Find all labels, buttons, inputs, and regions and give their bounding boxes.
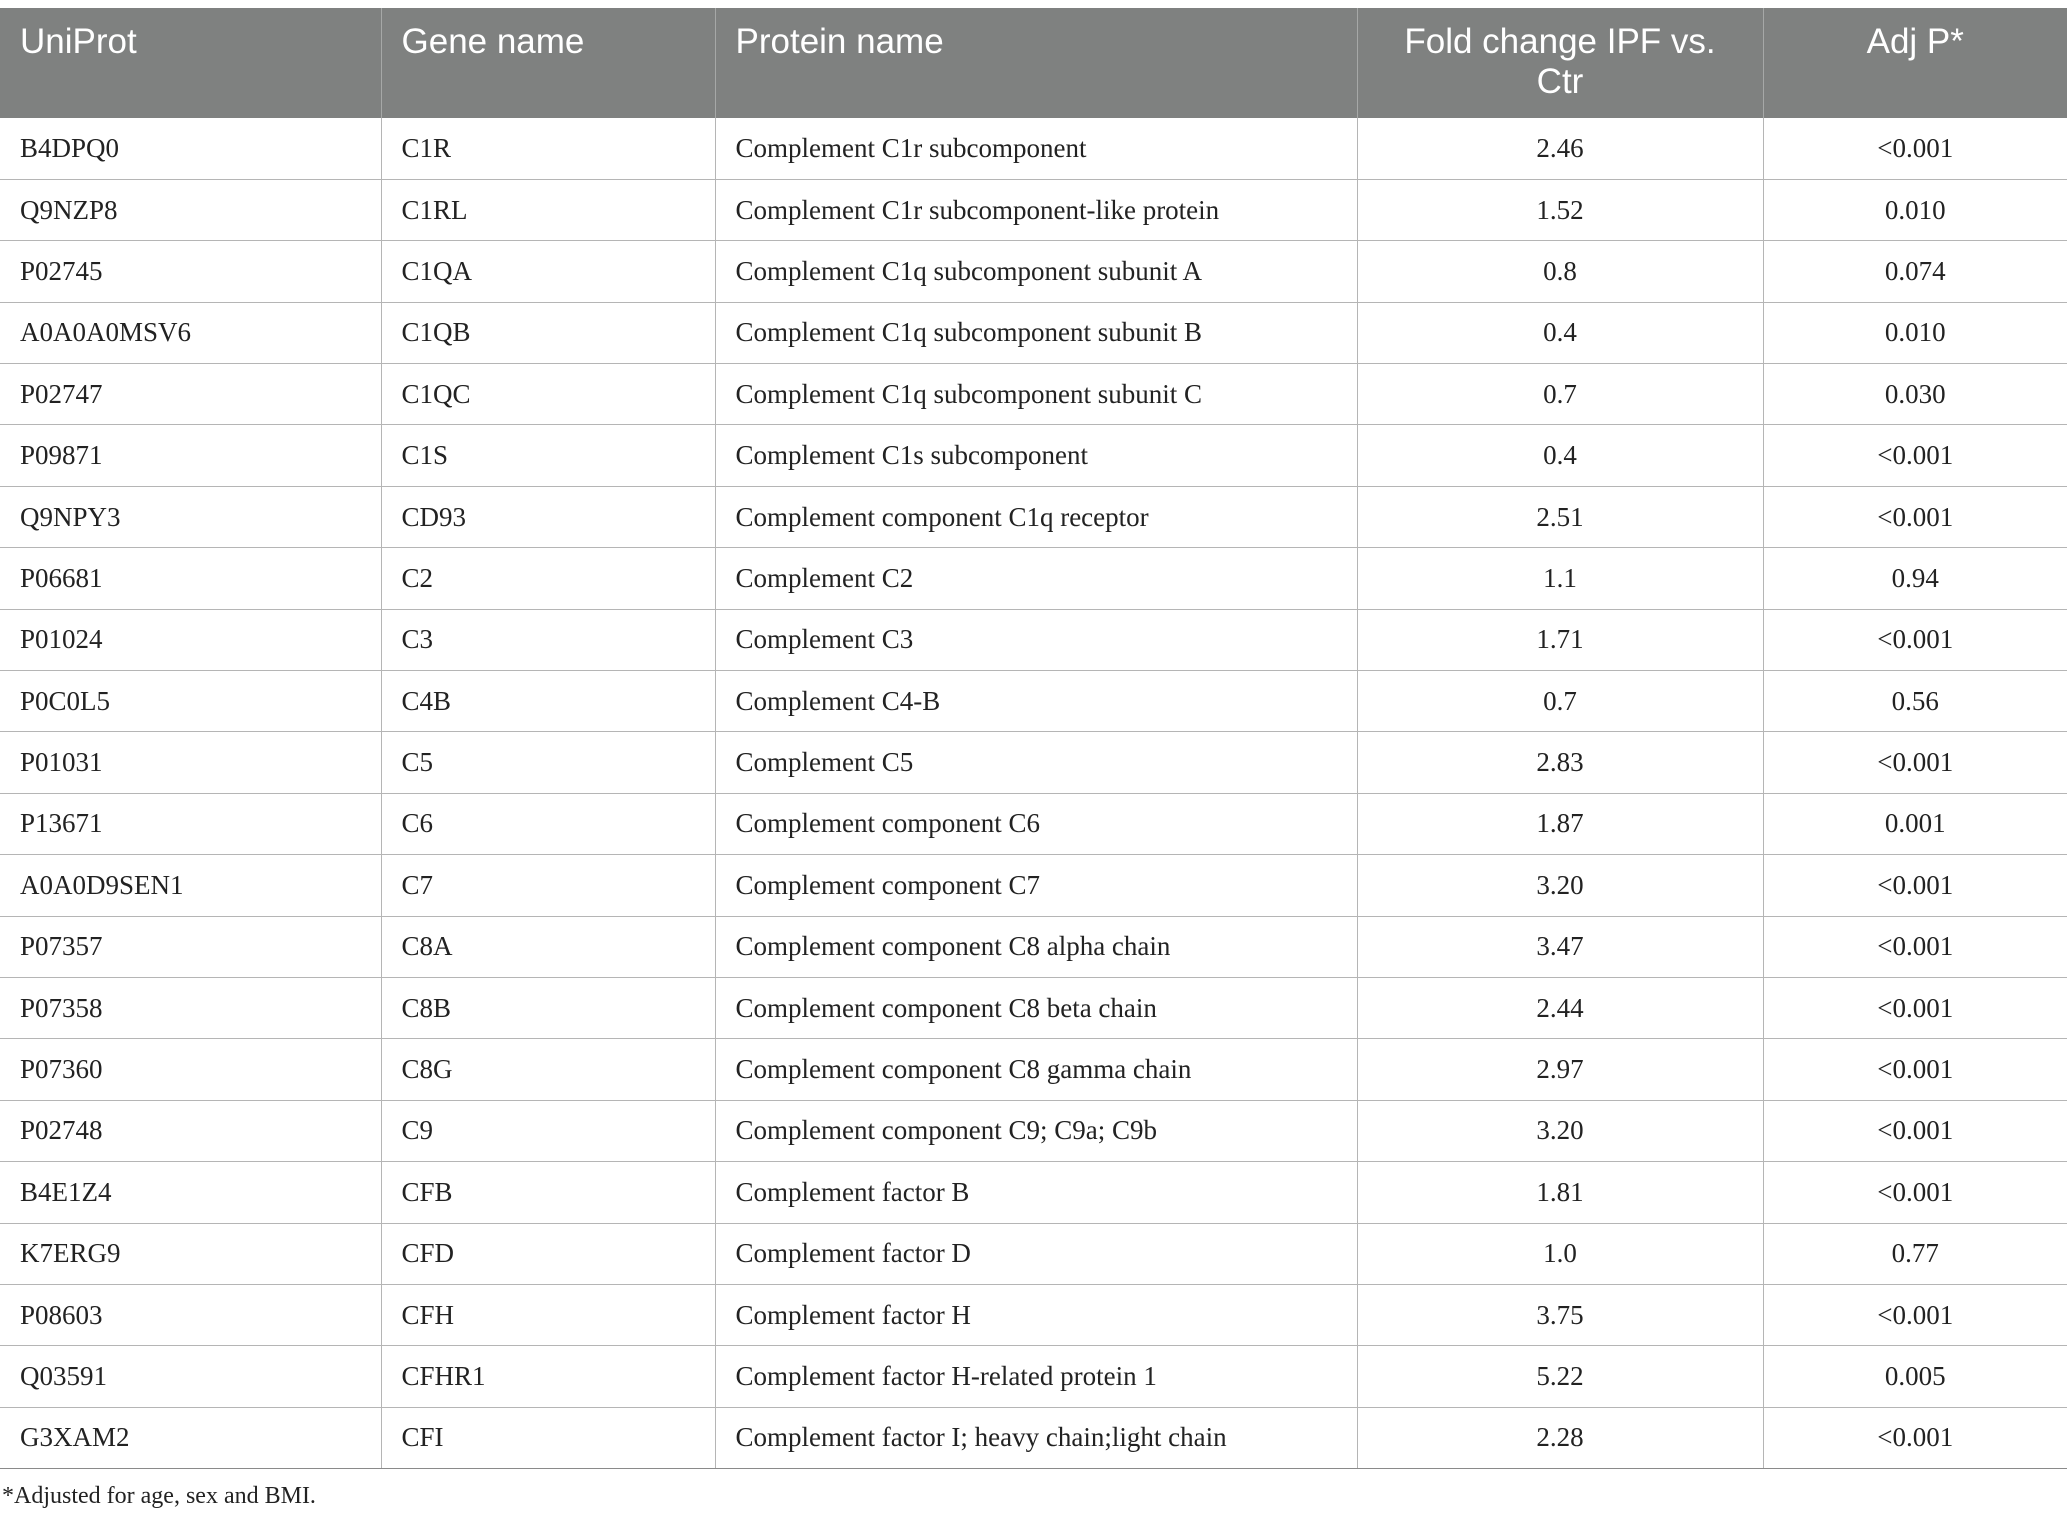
cell-uniprot: K7ERG9 [0, 1223, 381, 1284]
table-row [0, 916, 2067, 977]
cell-adj-p: 0.56 [1763, 671, 2067, 732]
header-fold-change: Fold change IPF vs. Ctr [1357, 8, 1763, 118]
cell-gene-name: CFB [381, 1162, 715, 1223]
cell-gene-name: C1S [381, 425, 715, 486]
cell-uniprot: P0C0L5 [0, 671, 381, 732]
cell-adj-p: 0.074 [1763, 241, 2067, 302]
cell-protein-name: Complement component C9; C9a; C9b [715, 1100, 1357, 1161]
cell-protein-name: Complement factor B [715, 1162, 1357, 1223]
header-adj-p: Adj P* [1763, 8, 2067, 118]
header-uniprot: UniProt [0, 8, 381, 118]
table-row [0, 1284, 2067, 1345]
cell-fold-change: 0.4 [1357, 425, 1763, 486]
table-row [0, 179, 2067, 240]
cell-protein-name: Complement factor H [715, 1284, 1357, 1345]
cell-uniprot: P02747 [0, 364, 381, 425]
cell-uniprot: P08603 [0, 1284, 381, 1345]
cell-fold-change: 2.97 [1357, 1039, 1763, 1100]
cell-adj-p: 0.001 [1763, 793, 2067, 854]
cell-adj-p: <0.001 [1763, 855, 2067, 916]
cell-protein-name: Complement component C8 alpha chain [715, 916, 1357, 977]
cell-adj-p: <0.001 [1763, 609, 2067, 670]
cell-protein-name: Complement C3 [715, 609, 1357, 670]
table-row [0, 118, 2067, 179]
cell-adj-p: <0.001 [1763, 977, 2067, 1038]
cell-protein-name: Complement component C8 beta chain [715, 977, 1357, 1038]
cell-adj-p: <0.001 [1763, 118, 2067, 179]
cell-fold-change: 2.46 [1357, 118, 1763, 179]
cell-protein-name: Complement C1q subcomponent subunit B [715, 302, 1357, 363]
cell-gene-name: C1QC [381, 364, 715, 425]
table-row [0, 364, 2067, 425]
cell-adj-p: 0.005 [1763, 1346, 2067, 1407]
cell-adj-p: <0.001 [1763, 1284, 2067, 1345]
cell-fold-change: 1.52 [1357, 179, 1763, 240]
cell-fold-change: 1.0 [1357, 1223, 1763, 1284]
complement-protein-table [0, 8, 2067, 1469]
cell-uniprot: P06681 [0, 548, 381, 609]
cell-gene-name: C5 [381, 732, 715, 793]
cell-fold-change: 3.75 [1357, 1284, 1763, 1345]
table-body [0, 118, 2067, 1469]
cell-adj-p: 0.94 [1763, 548, 2067, 609]
cell-protein-name: Complement C1s subcomponent [715, 425, 1357, 486]
data-table-container [0, 8, 2067, 1469]
table-row [0, 1039, 2067, 1100]
cell-uniprot: B4DPQ0 [0, 118, 381, 179]
table-row [0, 977, 2067, 1038]
header-protein-name: Protein name [715, 8, 1357, 118]
cell-fold-change: 0.8 [1357, 241, 1763, 302]
cell-uniprot: Q9NZP8 [0, 179, 381, 240]
table-row [0, 1407, 2067, 1468]
cell-uniprot: P02748 [0, 1100, 381, 1161]
cell-adj-p: 0.010 [1763, 179, 2067, 240]
cell-fold-change: 0.4 [1357, 302, 1763, 363]
cell-gene-name: C8B [381, 977, 715, 1038]
table-row [0, 609, 2067, 670]
cell-uniprot: A0A0A0MSV6 [0, 302, 381, 363]
cell-protein-name: Complement component C8 gamma chain [715, 1039, 1357, 1100]
cell-gene-name: C2 [381, 548, 715, 609]
table-row [0, 241, 2067, 302]
cell-uniprot: A0A0D9SEN1 [0, 855, 381, 916]
cell-uniprot: Q9NPY3 [0, 486, 381, 547]
cell-gene-name: C3 [381, 609, 715, 670]
cell-fold-change: 2.83 [1357, 732, 1763, 793]
cell-fold-change: 2.44 [1357, 977, 1763, 1038]
cell-protein-name: Complement C5 [715, 732, 1357, 793]
cell-uniprot: P07358 [0, 977, 381, 1038]
table-row [0, 793, 2067, 854]
cell-protein-name: Complement factor H-related protein 1 [715, 1346, 1357, 1407]
cell-gene-name: C6 [381, 793, 715, 854]
cell-protein-name: Complement C1q subcomponent subunit C [715, 364, 1357, 425]
cell-gene-name: C8A [381, 916, 715, 977]
cell-uniprot: P07360 [0, 1039, 381, 1100]
cell-gene-name: C7 [381, 855, 715, 916]
cell-fold-change: 0.7 [1357, 364, 1763, 425]
cell-fold-change: 3.20 [1357, 855, 1763, 916]
cell-uniprot: P09871 [0, 425, 381, 486]
cell-fold-change: 0.7 [1357, 671, 1763, 732]
cell-adj-p: <0.001 [1763, 1039, 2067, 1100]
cell-gene-name: C1QB [381, 302, 715, 363]
table-row [0, 425, 2067, 486]
table-row [0, 302, 2067, 363]
cell-protein-name: Complement C1r subcomponent-like protein [715, 179, 1357, 240]
cell-fold-change: 1.87 [1357, 793, 1763, 854]
cell-adj-p: <0.001 [1763, 916, 2067, 977]
table-row [0, 855, 2067, 916]
header-gene-name: Gene name [381, 8, 715, 118]
cell-uniprot: Q03591 [0, 1346, 381, 1407]
cell-gene-name: CFD [381, 1223, 715, 1284]
cell-gene-name: C1R [381, 118, 715, 179]
cell-adj-p: 0.030 [1763, 364, 2067, 425]
table-row [0, 548, 2067, 609]
cell-uniprot: P13671 [0, 793, 381, 854]
cell-gene-name: C9 [381, 1100, 715, 1161]
cell-fold-change: 5.22 [1357, 1346, 1763, 1407]
cell-fold-change: 2.51 [1357, 486, 1763, 547]
cell-uniprot: P07357 [0, 916, 381, 977]
cell-gene-name: C1QA [381, 241, 715, 302]
cell-protein-name: Complement factor I; heavy chain;light chain [715, 1407, 1357, 1468]
cell-fold-change: 3.47 [1357, 916, 1763, 977]
cell-gene-name: CFH [381, 1284, 715, 1345]
cell-adj-p: <0.001 [1763, 1162, 2067, 1223]
table-row [0, 732, 2067, 793]
cell-adj-p: 0.77 [1763, 1223, 2067, 1284]
table-header [0, 8, 2067, 118]
table-row [0, 1346, 2067, 1407]
cell-protein-name: Complement component C6 [715, 793, 1357, 854]
cell-adj-p: 0.010 [1763, 302, 2067, 363]
cell-protein-name: Complement C1r subcomponent [715, 118, 1357, 179]
cell-adj-p: <0.001 [1763, 425, 2067, 486]
cell-fold-change: 1.1 [1357, 548, 1763, 609]
cell-protein-name: Complement component C7 [715, 855, 1357, 916]
cell-gene-name: CFHR1 [381, 1346, 715, 1407]
cell-protein-name: Complement factor D [715, 1223, 1357, 1284]
table-row [0, 671, 2067, 732]
cell-uniprot: P01024 [0, 609, 381, 670]
cell-protein-name: Complement C2 [715, 548, 1357, 609]
cell-adj-p: <0.001 [1763, 732, 2067, 793]
cell-adj-p: <0.001 [1763, 1100, 2067, 1161]
cell-adj-p: <0.001 [1763, 1407, 2067, 1468]
table-row [0, 1223, 2067, 1284]
table-footnote: *Adjusted for age, sex and BMI. [2, 1483, 316, 1509]
cell-fold-change: 3.20 [1357, 1100, 1763, 1161]
cell-gene-name: C4B [381, 671, 715, 732]
cell-gene-name: CFI [381, 1407, 715, 1468]
cell-uniprot: P01031 [0, 732, 381, 793]
cell-gene-name: C8G [381, 1039, 715, 1100]
cell-fold-change: 1.81 [1357, 1162, 1763, 1223]
table-row [0, 486, 2067, 547]
cell-gene-name: CD93 [381, 486, 715, 547]
header-row [0, 8, 2067, 118]
table-row [0, 1100, 2067, 1161]
cell-uniprot: P02745 [0, 241, 381, 302]
cell-uniprot: B4E1Z4 [0, 1162, 381, 1223]
cell-gene-name: C1RL [381, 179, 715, 240]
table-row [0, 1162, 2067, 1223]
cell-uniprot: G3XAM2 [0, 1407, 381, 1468]
cell-fold-change: 1.71 [1357, 609, 1763, 670]
cell-protein-name: Complement C1q subcomponent subunit A [715, 241, 1357, 302]
cell-protein-name: Complement C4-B [715, 671, 1357, 732]
cell-protein-name: Complement component C1q receptor [715, 486, 1357, 547]
cell-adj-p: <0.001 [1763, 486, 2067, 547]
cell-fold-change: 2.28 [1357, 1407, 1763, 1468]
